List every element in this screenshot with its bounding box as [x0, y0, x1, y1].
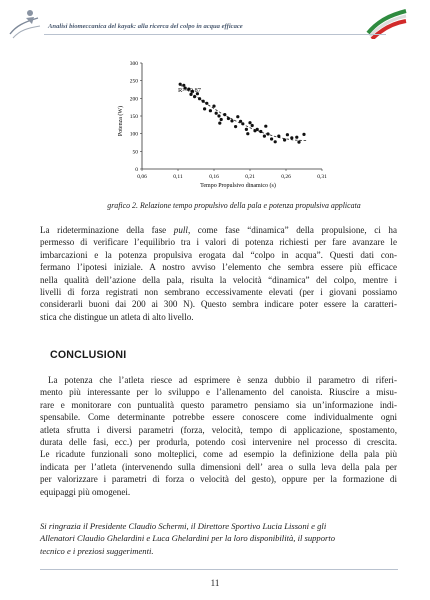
- y-tick-label: 150: [129, 114, 138, 120]
- data-point: [259, 130, 262, 133]
- data-point: [264, 125, 267, 128]
- kayak-logo-left: [8, 4, 42, 40]
- paragraph-line: durata delle fasi, ecc.) per produrla, potendo così intervenire nel processo di crescita.: [40, 437, 397, 448]
- data-point: [277, 135, 280, 138]
- y-tick-label: 200: [129, 96, 138, 103]
- data-point: [193, 95, 196, 98]
- data-point: [241, 122, 244, 125]
- data-point: [179, 83, 182, 86]
- data-point: [302, 133, 305, 136]
- data-point: [234, 125, 237, 128]
- paragraph-line: equipaggi più omogenei.: [40, 486, 131, 497]
- paragraph-line: nella qualità dell’azione della pala, risulta la velocità “dinamica” del colpo, mentre i: [40, 274, 397, 285]
- data-point: [209, 109, 212, 112]
- paragraph-line: fermano l’ipotesi iniziale. A nostro avviso l’elemento che sembra essere più efficace: [40, 262, 397, 273]
- acknowledgement-line: Si ringrazia il Presidente Claudio Schermi, il Direttore Sportivo Lucia Lissoni e gli: [40, 521, 327, 531]
- chart-svg: [110, 55, 340, 195]
- data-point: [266, 132, 269, 135]
- paragraph-line: considerarli buoni dai 200 ai 300 N). Questo sembra indicare poter essere la caratteri-: [40, 299, 397, 310]
- paragraph-line: spensabile. Come determinante potrebbe essere conoscere come individualmente ogni: [40, 412, 397, 423]
- page-header: [8, 0, 430, 40]
- paragraph-line: indicata per l’atleta (intervenendo sulla dimensioni dell’ area o sulla leva della pala per: [40, 461, 397, 472]
- paragraph-line-text: La rideterminazione della fase pull, come fase “dinamica” della propulsione, ci ha: [40, 225, 397, 235]
- acknowledgement-line: tecnico e i preziosi suggerimenti.: [40, 545, 154, 556]
- page-number: 11: [210, 578, 220, 588]
- data-point: [220, 118, 223, 121]
- data-point: [215, 112, 218, 115]
- data-point: [286, 133, 289, 136]
- y-tick-label: 250: [129, 78, 138, 85]
- x-tick-label: 0,06: [137, 174, 147, 180]
- header-rule: [44, 34, 386, 35]
- y-tick-label: 50: [132, 149, 138, 156]
- data-point: [212, 105, 215, 108]
- paragraph-line: La potenza che l’atleta riesce ad esprimere è senza dubbio il parametro di riferi-: [48, 375, 397, 385]
- data-point: [290, 136, 293, 139]
- x-tick-label: 0,21: [245, 174, 255, 180]
- paragraph-line: mento più interessante per lo sviluppo e l’allenamento del canoista. Riuscire a misu-: [40, 387, 397, 398]
- paragraph-line: [40, 224, 397, 236]
- data-point: [223, 113, 226, 116]
- paragraph-line: stica che distingue un atleta di alto livello.: [40, 311, 194, 322]
- data-point: [217, 114, 220, 117]
- x-tick-label: 0,11: [173, 174, 183, 180]
- footer-rule: [40, 569, 398, 570]
- data-point: [248, 121, 251, 124]
- x-tick-label: 0,16: [209, 174, 219, 180]
- x-tick-label: 0,31: [317, 174, 327, 180]
- data-point: [205, 102, 208, 105]
- section-heading-conclusioni: CONCLUSIONI: [50, 349, 127, 361]
- data-point: [236, 115, 239, 118]
- acknowledgement-line: Allenatori Claudio Ghelardini e Luca Ghelardini per la loro disponibilità, il supporto: [40, 533, 336, 544]
- y-tick-label: 300: [129, 61, 138, 67]
- paragraph-line: per valorizzare i parametri di forza o velocità del gesto), oppure per la formazione di: [40, 474, 397, 485]
- x-tick-label: 0,26: [281, 174, 291, 180]
- data-point: [230, 119, 233, 122]
- data-point: [246, 132, 249, 135]
- y-tick-label: 0: [135, 167, 138, 173]
- paragraph-line: permesso di verificare l’equilibrio tra i valori di potenza richiesti per fare avanzare le: [40, 237, 397, 248]
- paragraph-conclusions: [40, 374, 397, 498]
- data-point: [297, 141, 300, 144]
- paragraph-line: rare e monitorare con puntualità questo parametro pensiamo sia un’informazione indi-: [40, 399, 397, 410]
- data-point: [270, 137, 273, 140]
- data-point: [274, 140, 277, 143]
- scatter-chart: [110, 55, 340, 195]
- y-axis-label: Potenza (W): [118, 105, 124, 137]
- x-axis-label: Tempo Propulsivo dinamico (s): [200, 183, 276, 189]
- data-point: [198, 97, 201, 100]
- r-squared-annotation: R²= 0,87: [178, 87, 201, 94]
- data-point: [227, 117, 230, 120]
- data-point: [218, 122, 221, 125]
- data-point: [283, 138, 286, 141]
- data-point: [245, 128, 248, 131]
- running-header-title: Analisi biomeccanica del kayak: alla ricerca del colpo in acqua efficace: [48, 23, 243, 30]
- acknowledgement: [40, 520, 397, 557]
- data-point: [263, 135, 266, 138]
- italic-term: pull: [173, 225, 188, 235]
- paragraph-line: atleta sfrutta i diversi parametri (forza, velocità, tempo di applicazione, spostamento,: [40, 424, 397, 435]
- paragraph-line: livelli di forza registrati non sembrano eccessivamente elevati (per i giovani possiamo: [40, 287, 397, 298]
- y-tick-label: 100: [129, 131, 138, 138]
- paragraph-results: [40, 224, 397, 323]
- data-point: [295, 136, 298, 139]
- data-point: [239, 120, 242, 123]
- paragraph-line: imbarcazioni e la potenza propulsiva erogata dal “colpo in acqua”. Questi dati con-: [40, 249, 397, 260]
- data-point: [202, 100, 205, 103]
- data-point: [203, 107, 206, 110]
- data-point: [251, 124, 254, 127]
- data-point: [256, 128, 259, 131]
- paragraph-line: Le ricadute funzionali sono molteplici, come ad esempio la definizione della pala più: [40, 449, 397, 460]
- figure-caption: grafico 2. Relazione tempo propulsivo della pala e potenza propulsiva applicata: [107, 201, 361, 210]
